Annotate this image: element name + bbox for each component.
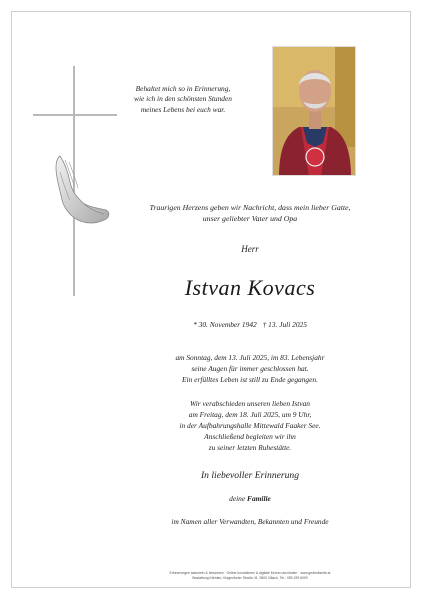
verse-line: wie ich in den schönsten Stunden	[134, 94, 232, 104]
death-date: † 13. Juli 2025	[262, 320, 307, 329]
life-dates	[100, 320, 400, 329]
salutation: Herr	[241, 244, 259, 254]
relatives-line: im Namen aller Verwandten, Bekannten und Freunde	[171, 517, 329, 526]
deceased-name: Istvan Kovacs	[184, 275, 316, 300]
intro-line: Traurigen Herzens geben wir Nachricht, dass mein lieber Gatte,	[149, 203, 351, 212]
portrait-photo	[272, 46, 356, 176]
funeral-details	[100, 398, 400, 453]
family-signature	[100, 494, 400, 503]
funeral-line: zu seiner letzten Ruhestätte.	[208, 443, 292, 452]
intro-line: unser geliebter Vater und Opa	[202, 214, 298, 223]
memorial-verse	[118, 84, 248, 115]
birth-date: * 30. November 1942	[193, 320, 257, 329]
death-line: am Sonntag, dem 13. Juli 2025, im 83. Lebensjahr	[175, 353, 325, 362]
death-line: Ein erfülltes Leben ist still zu Ende gegangen.	[182, 375, 318, 384]
verse-line: meines Lebens bei euch war.	[140, 104, 226, 114]
memory-heading: In liebevoller Erinnerung	[200, 470, 300, 481]
footer-imprint	[100, 571, 400, 581]
funeral-line: Wir verabschieden unseren lieben Istvan	[190, 399, 310, 408]
funeral-line: in der Aufbahrungshalle Mittewald Faaker See.	[179, 421, 321, 430]
announcement-intro	[100, 202, 400, 224]
family-name: Familie	[247, 494, 271, 503]
death-line: seine Augen für immer geschlossen hat.	[191, 364, 309, 373]
family-prefix: deine	[229, 494, 246, 503]
funeral-line: Anschließend begleiten wir ihn	[204, 432, 296, 441]
footer-line: Bestattung Kärnten, Klagenfurter Straße 41, 9500 Villach, Tel.: 059 199 6009	[192, 576, 308, 580]
verse-line: Behaltet mich so in Erinnerung,	[135, 84, 231, 93]
cross-horizontal-beam	[33, 114, 117, 116]
footer-line: Erinnerungen sammeln & bewahren · Online kondolieren & digitale Kerzen anzünden · www.gedenkseite.at	[169, 571, 331, 575]
funeral-line: am Freitag, dem 18. Juli 2025, um 9 Uhr,	[188, 410, 312, 419]
death-notice	[100, 352, 400, 385]
